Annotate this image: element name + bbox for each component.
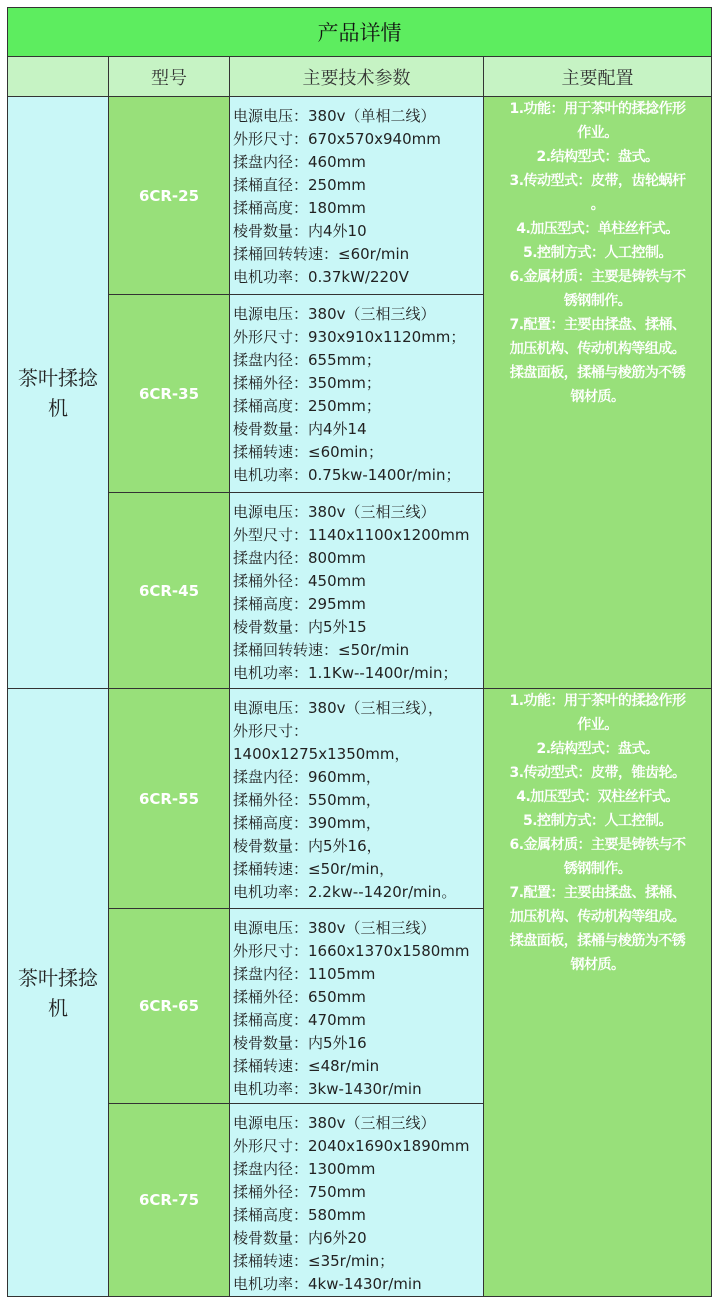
header-main-config: 主要配置 xyxy=(484,57,712,97)
param-line: 揉桶转速：≤35r/min； xyxy=(233,1252,395,1270)
product-details-table xyxy=(7,7,712,1297)
params-cell xyxy=(230,689,484,909)
param-line: 揉盘内径：1300mm xyxy=(233,1160,376,1178)
config-line: 4.加压型式：单柱丝杆式。 xyxy=(516,221,679,237)
model-cell: 6CR-35 xyxy=(109,295,230,493)
param-line: 电源电压：380v（单相二线） xyxy=(233,107,436,125)
category-cell: 茶叶揉捻 机 xyxy=(8,97,109,689)
config-line: 揉盘面板，揉桶与棱筋为不锈 xyxy=(509,365,686,381)
params-cell xyxy=(230,97,484,295)
config-line: 6.金属材质：主要是铸铁与不 xyxy=(509,269,686,285)
config-cell xyxy=(484,689,712,1297)
config-line: 6.金属材质：主要是铸铁与不 xyxy=(509,837,686,853)
param-line: 电源电压：380v（三相三线） xyxy=(233,919,436,937)
config-line: 7.配置：主要由揉盘、揉桶、 xyxy=(509,317,686,333)
config-line: 3.传动型式：皮带，锥齿轮。 xyxy=(509,765,686,781)
param-line: 电机功率：1.1Kw--1400r/min； xyxy=(233,664,458,682)
param-line: 电机功率：0.75kw-1400r/min； xyxy=(233,466,461,484)
param-line: 揉桶高度：580mm xyxy=(233,1206,366,1224)
param-line: 电机功率：3kw-1430r/min xyxy=(233,1080,422,1098)
params-cell xyxy=(230,295,484,493)
param-line: 外型尺寸：1140x1100x1200mm xyxy=(233,526,470,544)
config-line: 锈钢制作。 xyxy=(563,293,632,309)
param-line: 揉桶外径：350mm； xyxy=(233,374,381,392)
config-line: 2.结构型式：盘式。 xyxy=(536,741,659,757)
config-cell xyxy=(484,97,712,689)
param-line: 揉桶回转转速：≤60r/min xyxy=(233,245,410,263)
page-title: 产品详情 xyxy=(8,8,712,57)
param-line: 揉桶高度：295mm xyxy=(233,595,366,613)
param-line: 揉桶高度：180mm xyxy=(233,199,366,217)
config-line: 1.功能：用于茶叶的揉捻作形 xyxy=(509,693,686,709)
param-line: 揉桶高度：470mm xyxy=(233,1011,366,1029)
config-line: 1.功能：用于茶叶的揉捻作形 xyxy=(509,101,686,117)
param-line: 棱骨数量：内5外15 xyxy=(233,618,367,636)
config-line: 。 xyxy=(590,197,605,213)
model-cell: 6CR-25 xyxy=(109,97,230,295)
config-line: 3.传动型式：皮带，齿轮蜗杆 xyxy=(509,173,686,189)
config-line: 2.结构型式：盘式。 xyxy=(536,149,659,165)
config-line: 揉盘面板，揉桶与棱筋为不锈 xyxy=(509,933,686,949)
header-tech-params: 主要技术参数 xyxy=(230,57,484,97)
params-cell xyxy=(230,909,484,1104)
param-line: 揉桶外径：550mm， xyxy=(233,791,381,809)
param-line: 外形尺寸：670x570x940mm xyxy=(233,130,441,148)
config-line: 锈钢制作。 xyxy=(563,861,632,877)
model-cell: 6CR-75 xyxy=(109,1104,230,1297)
param-line: 揉桶转速：≤48r/min xyxy=(233,1057,380,1075)
param-line: 揉桶回转转速：≤50r/min xyxy=(233,641,410,659)
param-line: 揉盘内径：960mm， xyxy=(233,768,381,786)
param-line: 外形尺寸： xyxy=(233,722,309,740)
param-line: 揉桶高度：390mm， xyxy=(233,814,381,832)
param-line: 揉桶外径：750mm xyxy=(233,1183,366,1201)
param-line: 1400x1275x1350mm， xyxy=(233,745,410,763)
config-line: 加压机构、传动机构等组成。 xyxy=(509,909,686,925)
category-cell: 茶叶揉捻 机 xyxy=(8,689,109,1297)
param-line: 电源电压：380v（三相三线） xyxy=(233,1114,436,1132)
param-line: 棱骨数量：内6外20 xyxy=(233,1229,367,1247)
params-cell xyxy=(230,1104,484,1297)
param-line: 电源电压：380v（三相三线） xyxy=(233,305,436,323)
model-cell: 6CR-65 xyxy=(109,909,230,1104)
param-line: 揉桶直径：250mm xyxy=(233,176,366,194)
param-line: 揉盘内径：1105mm xyxy=(233,965,376,983)
param-line: 电机功率：2.2kw--1420r/min。 xyxy=(233,883,457,901)
header-model: 型号 xyxy=(109,57,230,97)
config-line: 7.配置：主要由揉盘、揉桶、 xyxy=(509,885,686,901)
param-line: 棱骨数量：内5外16 xyxy=(233,1034,367,1052)
param-line: 棱骨数量：内4外14 xyxy=(233,420,367,438)
param-line: 揉桶外径：450mm xyxy=(233,572,366,590)
param-line: 外形尺寸：930x910x1120mm； xyxy=(233,328,466,346)
param-line: 揉桶高度：250mm； xyxy=(233,397,381,415)
config-line: 钢材质。 xyxy=(570,957,625,973)
param-line: 揉盘内径：655mm； xyxy=(233,351,381,369)
config-line: 作业。 xyxy=(577,717,618,733)
config-line: 钢材质。 xyxy=(570,389,625,405)
param-line: 电源电压：380v（三相三线） xyxy=(233,503,436,521)
config-line: 作业。 xyxy=(577,125,618,141)
param-line: 揉桶转速：≤50r/min， xyxy=(233,860,395,878)
param-line: 外形尺寸：2040x1690x1890mm xyxy=(233,1137,470,1155)
param-line: 棱骨数量：内5外16， xyxy=(233,837,382,855)
params-cell xyxy=(230,493,484,689)
config-line: 5.控制方式：人工控制。 xyxy=(522,245,673,261)
model-cell: 6CR-55 xyxy=(109,689,230,909)
header-category xyxy=(8,57,109,97)
model-cell: 6CR-45 xyxy=(109,493,230,689)
config-line: 5.控制方式：人工控制。 xyxy=(522,813,673,829)
param-line: 外形尺寸：1660x1370x1580mm xyxy=(233,942,470,960)
param-line: 棱骨数量：内4外10 xyxy=(233,222,367,240)
param-line: 揉桶转速：≤60min； xyxy=(233,443,383,461)
config-line: 4.加压型式：双柱丝杆式。 xyxy=(516,789,679,805)
param-line: 电源电压：380v（三相三线）， xyxy=(233,699,444,717)
param-line: 揉盘内径：800mm xyxy=(233,549,366,567)
param-line: 揉盘内径：460mm xyxy=(233,153,366,171)
param-line: 电机功率：0.37kW/220V xyxy=(233,268,409,286)
param-line: 电机功率：4kw-1430r/min xyxy=(233,1275,422,1293)
param-line: 揉桶外径：650mm xyxy=(233,988,366,1006)
config-line: 加压机构、传动机构等组成。 xyxy=(509,341,686,357)
